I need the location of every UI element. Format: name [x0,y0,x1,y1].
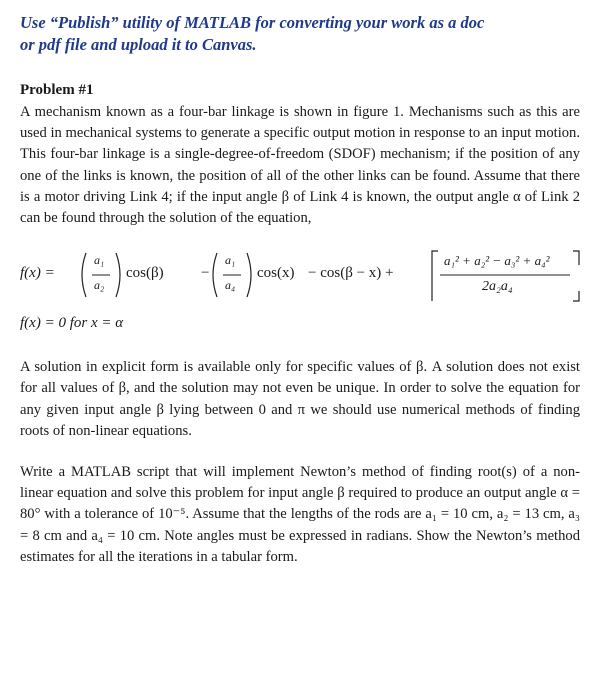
header-line-2: or pdf file and upload it to Canvas. [20,35,257,54]
eq-lhs: f(x) = [20,265,55,282]
eq-cos-beta: cos(β) [126,265,164,282]
problem-intro: A mechanism known as a four-bar linkage is shown in figure 1. Mechanisms such as this are used in mechanical systems to generate a specific output motion in response to an input motion. This four-bar linkage is a single-degree-of-freedom (SDOF) mechanism; if the position of any one of the links is known, the position of all of the other links can be found. Assume that there is a motor driving Link 4; if the input angle β of Link 4 is known, the output angle α of Link 2 can be found through the solution of the equation, [20,104,580,227]
eq-minus: − [200,265,211,282]
header-line-1: Use “Publish” utility of MATLAB for converting your work as a doc [20,13,485,32]
equation-block [20,243,580,343]
eq-frac1-den: a₂ [94,278,105,293]
eq-frac1-num: a₁ [94,253,105,268]
eq-frac2-num: a₁ [225,253,236,268]
document-page [20,12,580,568]
solution-paragraph: A solution in explicit form is available only for specific values of β. A solution does not exist for all values of β, and the solution may not even be unique. In order to solve the equation for any given input angle β lying between 0 and π we should use numerical methods of finding roots of non-linear equations. [20,359,580,439]
task-paragraph: Write a MATLAB script that will implement Newton’s method of finding root(s) of a non-linear equation and solve this problem for input angle β required to produce an output angle α = 80° with a tolerance of 10⁻⁵. Assume that the lengths of the rods are a₁ = 10 cm, a₂ = 13 cm, a₃ = 8 cm and a₄ = 10 cm. Note angles must be expressed in radians. Show the Newton’s method estimates for all the iterations in a tabular form. [20,464,580,565]
eq-minus-cos: − cos(β − x) + [308,265,394,282]
eq-cos-x: cos(x) [257,265,295,282]
instruction-header [20,12,580,56]
eq-denominator: 2a₂a₄ [482,279,513,295]
eq-condition: f(x) = 0 for x = α [20,315,124,332]
eq-frac2-den: a₄ [225,278,236,293]
eq-numerator: a₁² + a₂² − a₃² + a₄² [444,253,550,269]
problem-title: Problem #1 [20,82,94,98]
